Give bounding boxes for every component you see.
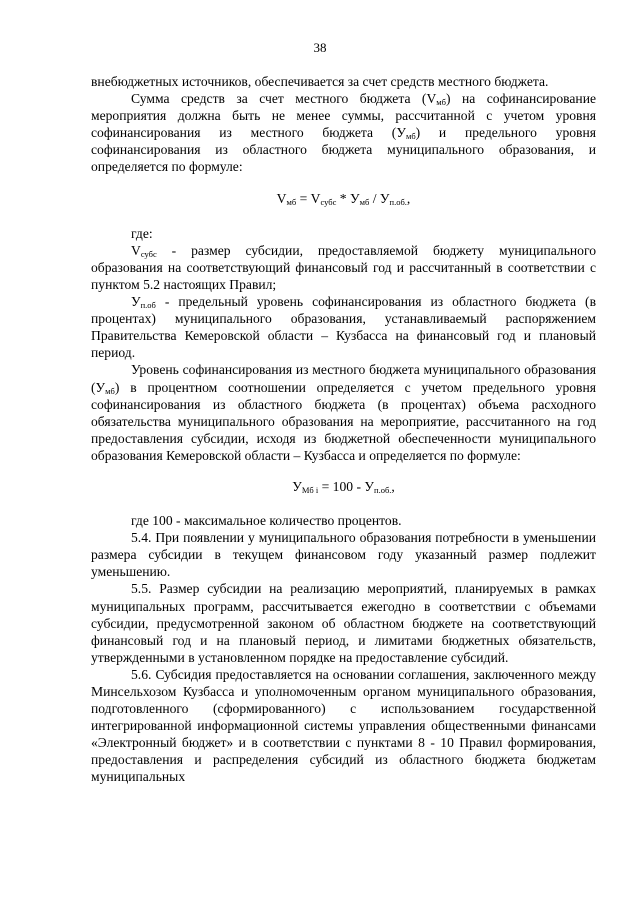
page-number: 38 [313, 40, 327, 55]
formula-cofinancing-level: $У_{Мб i} = 100 - У_{п.об.}$, [292, 478, 395, 495]
paragraph-5-6: 5.6. Субсидия предоставляется на основании соглашения, заключенного между Минсельхозом Кузбасса и уполномоченным органом муниципального образования, подготовленного (сформированного) с использованием государственной интегрированной информационной системы управления общественными финансами «Электронный бюджет» и в соответствии с пунктами 8 - 10 Правил формирования, предоставления и распределения субсидий из областного бюджета бюджетам муниципальных [91, 666, 596, 785]
definition-subsidy-size: $V_{субс}$ - размер субсидии, предоставляемой бюджету муниципального образования на соответствующий финансовый год и рассчитанный в соответствии с пунктом 5.2 настоящих Правил; [91, 242, 596, 292]
paragraph-5-4: 5.4. При появлении у муниципального образования потребности в уменьшении размера субсидии в текущем финансовом году указанный размер подлежит уменьшению. [91, 530, 596, 580]
where-label: где: [131, 225, 153, 241]
formula-local-budget: $V_{мб} = V_{субс} * У_{мб} / У_{п.об.}$, [276, 190, 411, 207]
paragraph-local-budget-sum: Сумма средств за счет местного бюджета $(V_{мб})$ на софинансирование мероприятия должна быть не менее суммы, рассчитанной с учетом уровня софинансирования из местного бюджета $(У_{мб})$ и предельного уровня софинансирования из областного бюджета муниципального образования, и определяется по формуле: [91, 91, 596, 175]
paragraph-intro-continuation: внебюджетных источников, обеспечивается за счет средств местного бюджета. [91, 74, 549, 89]
definition-max-cofinancing: $У_{п.об}$ - предельный уровень софинансирования из областного бюджета (в процентах) муниципального образования, устанавливаемый распоряжением Правительства Кемеровской области – Кузбасса на финансовый год и плановый период. [91, 294, 596, 361]
document-body [91, 73, 596, 786]
paragraph-cofinancing-level: Уровень софинансирования из местного бюджета муниципального образования $(У_{мб})$ в процентном соотношении определяется с учетом предельного уровня софинансирования из областного бюджета (в процентах) объема расходного обязательства муниципального образования на мероприятие, рассчитанного на год предоставления субсидии, исходя из бюджетной обеспеченности муниципального образования Кемеровской области – Кузбасса и определяется по формуле: [91, 362, 596, 463]
paragraph-5-5: 5.5. Размер субсидии на реализацию мероприятий, планируемых в рамках муниципальных программ, рассчитывается ежегодно в соответствии с объемами субсидии, предусмотренной законом об областном бюджете на соответствующий финансовый год и на плановый период, и лимитами бюджетных обязательств, утвержденными в установленном порядке на предоставление субсидий. [91, 581, 596, 665]
where-100-note: где 100 - максимальное количество процентов. [131, 513, 402, 529]
